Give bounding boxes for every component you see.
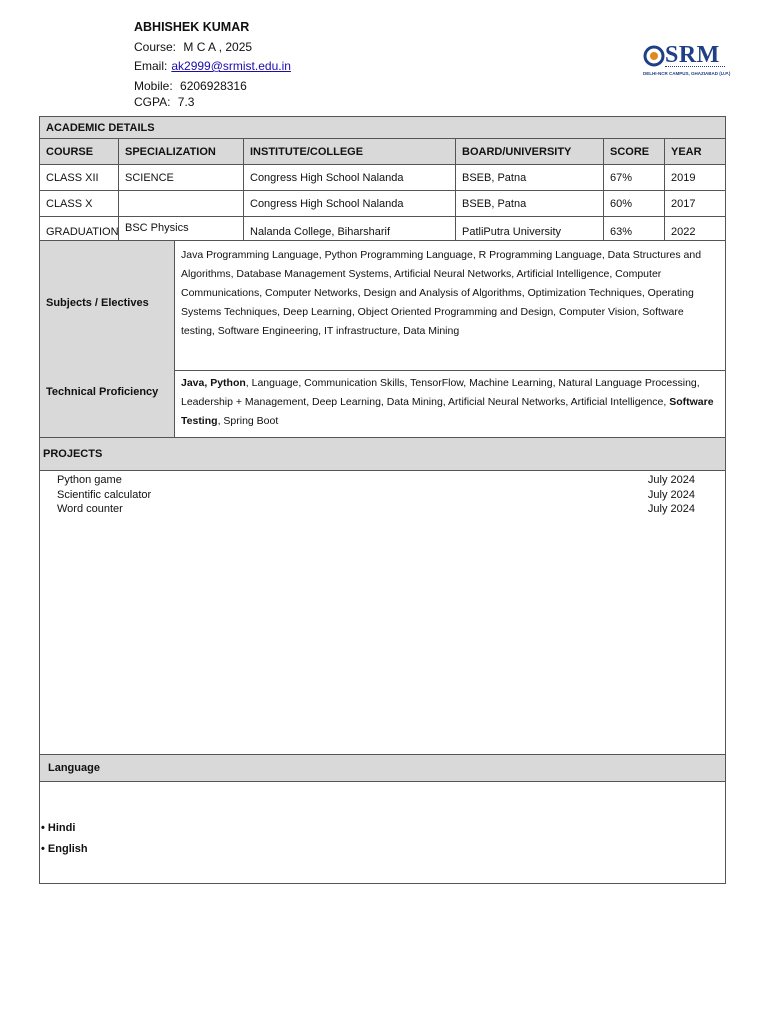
col-institute: INSTITUTE/COLLEGE — [244, 139, 456, 165]
academic-title: ACADEMIC DETAILS — [40, 117, 725, 139]
projects-title: PROJECTS — [40, 438, 725, 471]
bullet-icon: • — [41, 822, 45, 834]
col-score: SCORE — [604, 139, 665, 165]
project-date: July 2024 — [647, 488, 695, 501]
srm-emblem-icon — [643, 45, 665, 67]
bullet-icon: • — [41, 843, 45, 855]
language-list — [41, 818, 88, 860]
list-item: Scientific calculator — [57, 488, 152, 501]
col-year: YEAR — [665, 139, 725, 165]
technical-text — [181, 374, 717, 431]
skills-divider — [175, 370, 725, 371]
subjects-text: Java Programming Language, Python Programming Language, R Programming Language, Data Structures and Algorithms, Database Management Systems, Artificial Neural Networks, Artificial Intelligence, Computer Communications, Computer Networks, Design and Analysis of Algorithms, Optimization Techniques, Operating Systems Techniques, Deep Learning, Object Oriented Programming and Design, Computer Vision, Software testing, Software Engineering, IT infrastructure, Data Mining — [181, 249, 702, 337]
cgpa-label: CGPA: — [134, 95, 171, 109]
technical-text-2: , Spring Boot — [217, 415, 279, 427]
logo-text: SRM — [665, 42, 720, 68]
mobile-label: Mobile: — [134, 78, 173, 93]
table-cell: 60% — [604, 191, 665, 217]
table-cell: Congress High School Nalanda — [244, 165, 456, 191]
resume-header — [134, 18, 291, 113]
table-cell: 2019 — [665, 165, 725, 191]
language-title: Language — [40, 755, 725, 782]
list-item: Word counter — [57, 503, 123, 515]
col-specialization: SPECIALIZATION — [119, 139, 244, 165]
col-course: COURSE — [40, 139, 119, 165]
project-list — [57, 473, 151, 517]
email-line — [134, 57, 291, 77]
table-cell: SCIENCE — [119, 165, 244, 191]
cgpa-value: 7.3 — [177, 95, 195, 109]
technical-bold-2: Software Testing — [181, 396, 714, 427]
table-cell: 67% — [604, 165, 665, 191]
table-cell: CLASS XII — [40, 165, 119, 191]
table-cell: 63% — [604, 217, 665, 240]
email-link[interactable]: ak2999@srmist.edu.in — [171, 59, 291, 73]
email-label: Email: — [134, 59, 168, 73]
table-cell: Nalanda College, Biharsharif — [244, 217, 456, 240]
table-cell: BSEB, Patna — [456, 165, 604, 191]
table-cell: BSEB, Patna — [456, 191, 604, 217]
course-label: Course: — [134, 39, 177, 54]
table-cell: Congress High School Nalanda — [244, 191, 456, 217]
table-cell: 2017 — [665, 191, 725, 217]
technical-bold-1: Java, Python — [181, 377, 246, 389]
table-cell: CLASS X — [40, 191, 119, 217]
mobile-value: 6206928316 — [180, 78, 247, 93]
project-date: July 2024 — [647, 474, 695, 486]
table-cell: 2022 — [671, 226, 696, 238]
list-item — [41, 839, 88, 860]
project-date: July 2024 — [647, 503, 695, 515]
table-cell — [119, 191, 244, 217]
technical-text-1: , Language, Communication Skills, TensorFlow, Machine Learning, Natural Language Processing, Leadership + Management, Deep Learning, Data Mining, Artificial Neural Networks, Artificial Intelligence, — [181, 377, 700, 408]
course-value: M C A , 2025 — [183, 39, 253, 54]
course-line — [134, 38, 291, 58]
language-item: Hindi — [47, 822, 76, 834]
table-cell: GRADUATION — [40, 217, 119, 240]
technical-label: Technical Proficiency — [46, 386, 159, 398]
list-item — [41, 818, 88, 839]
project-dates — [600, 473, 695, 517]
logo-subtitle: DELHI-NCR CAMPUS, GHAZIABAD (U.P.) — [643, 71, 731, 76]
subjects-label: Subjects / Electives — [46, 297, 149, 309]
list-item: Python game — [57, 474, 122, 486]
col-board: BOARD/UNIVERSITY — [456, 139, 604, 165]
candidate-name: ABHISHEK KUMAR — [134, 20, 250, 34]
srm-logo — [643, 42, 731, 82]
skills-label-column — [40, 241, 175, 437]
language-item: English — [47, 843, 88, 855]
table-cell: BSC Physics — [119, 217, 244, 240]
table-cell: PatliPutra University — [456, 217, 604, 240]
